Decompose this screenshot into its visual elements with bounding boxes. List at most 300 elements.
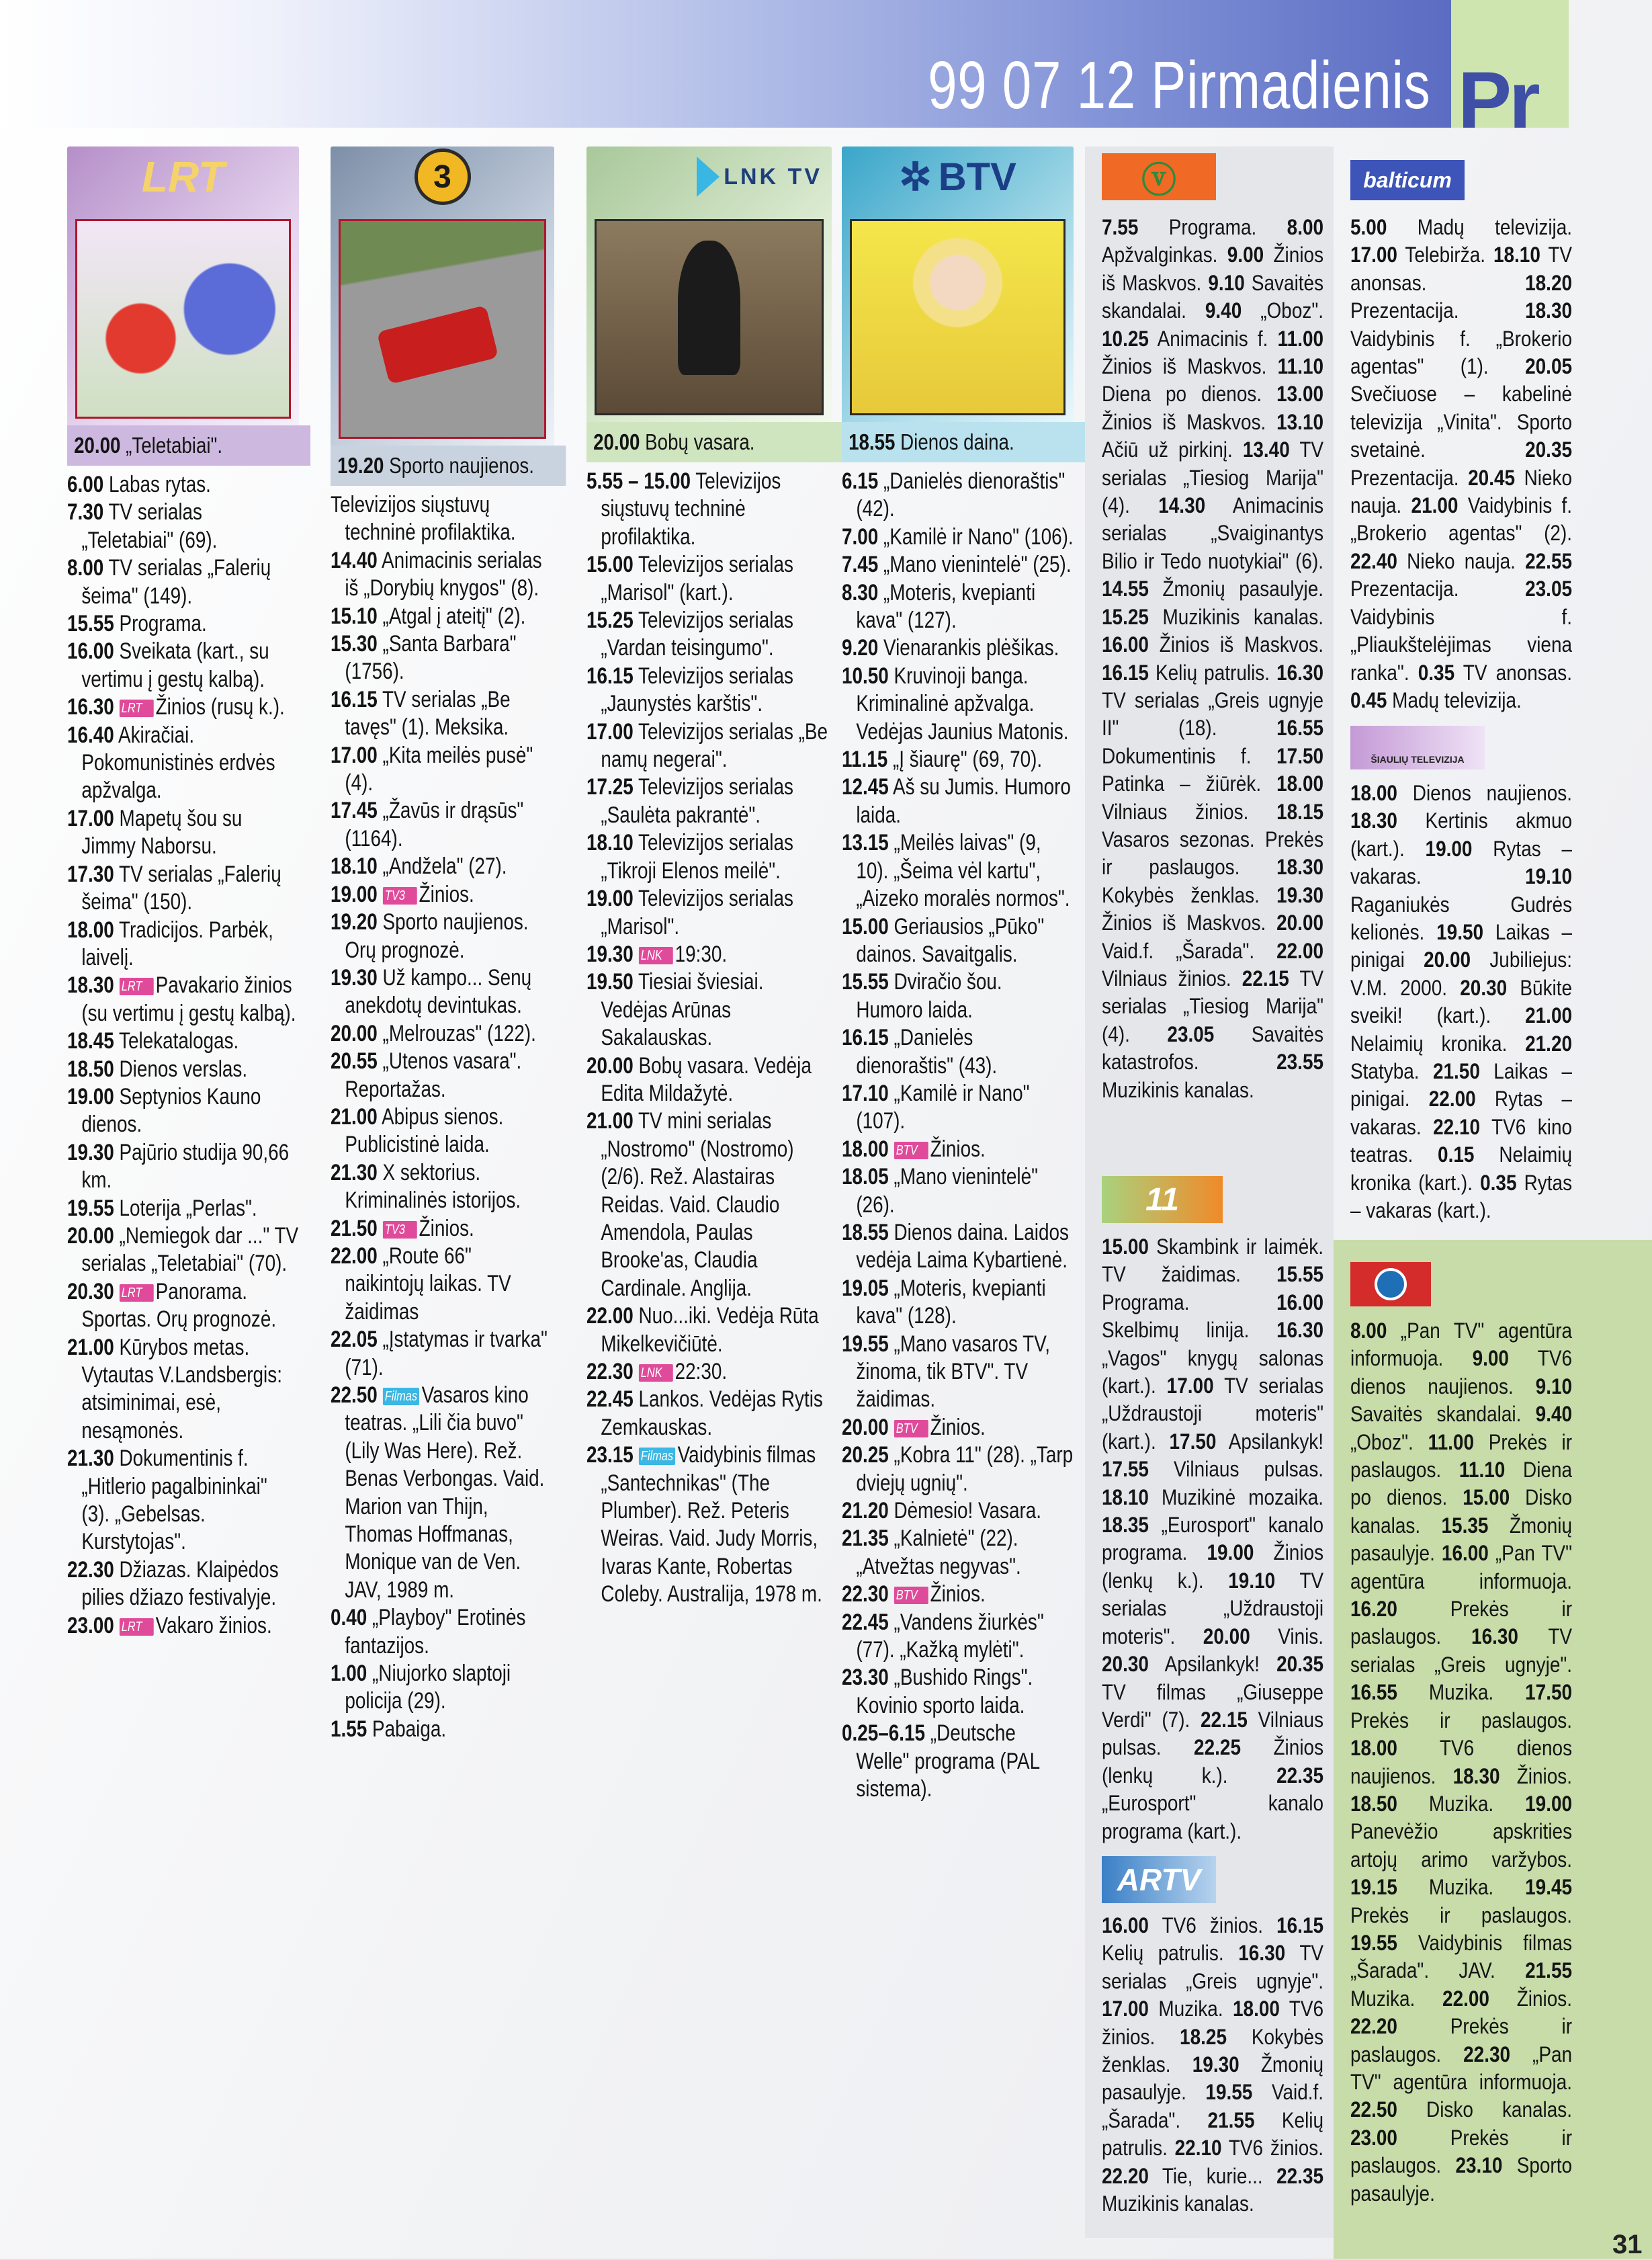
programme-title: Nelaimių kronika. [1350,1031,1508,1056]
news-badge-icon: LRT [120,700,154,717]
lnk-caption-time: 20.00 [593,429,640,454]
programme-title: Akiračiai. Pokomunistinės erdvės apžvalga. [81,722,275,804]
programme-time: 20.00 [1276,911,1324,935]
programme-title: Patinka – žiūrėk. [1102,771,1262,796]
lrt-logo: LRT [141,153,225,201]
programme-item [842,1525,1074,1581]
tv3-logo-text: 3 [415,149,471,205]
news-badge-icon: LRT [120,1618,154,1636]
programme-title: Savaitės skandalai. [1102,270,1324,323]
programme-title: Diena po dienos. [1102,382,1262,407]
programme-title: Programa. [119,611,207,637]
programme-title: Rytas – vakaras. [1350,1087,1573,1139]
programme-item [842,1497,1074,1525]
programme-title: Prekės ir paslaugos. [1350,1902,1573,1927]
news-badge-icon: TV3 [383,1221,417,1239]
page-number: 31 [1612,2230,1643,2259]
programme-item [331,853,554,880]
programme-time: 20.00 [842,1414,889,1440]
programme-title: „Eurosport" kanalo programa. [1102,1513,1324,1565]
programme-item [67,722,299,805]
programme-title: „Meilės laivas" (9, 10). „Šeima vėl kartu", „Aizeko moralės normos". [856,830,1070,912]
programme-time: 11.00 [1277,326,1324,351]
programme-time: 9.40 [1535,1402,1573,1427]
programme-time: 21.00 [331,1103,378,1130]
programme-time: 9.00 [1472,1346,1509,1371]
programme-time: 19.55 [1350,1930,1397,1955]
siauliu-tv-text [1350,780,1572,1225]
programme-title: Disko kanalas. [1426,2097,1573,2122]
programme-item [67,1056,299,1083]
lrt-listing [67,466,299,1640]
programme-item [67,1222,299,1278]
programme-item [586,773,832,829]
programme-time: 17.55 [1102,1457,1149,1482]
programme-title: Dienos verslas. [119,1056,248,1082]
programme-title: „Pan TV" agentūra informuoja. [1350,2042,1573,2094]
programme-item [331,1243,554,1326]
programme-time: 19.30 [1276,882,1324,907]
programme-title: Prekės ir paslaugos. [1350,1597,1573,1649]
programme-title: Muzikinis kanalas. [1162,604,1324,629]
programme-title: Pavakario žinios (su vertimu į gestų kalbą). [81,972,296,1026]
programme-title: „Pan TV" agentūra informuoja. [1350,1541,1573,1593]
date-title: 99 07 12 Pirmadienis [927,48,1430,123]
programme-title: „Playboy" Erotinės fantazijos. [345,1605,526,1659]
programme-item [842,1581,1074,1608]
programme-title: Statyba. [1350,1059,1420,1084]
programme-title: TV6 dienos naujienos. [1350,1736,1573,1788]
programme-time: 16.00 [1102,632,1149,657]
programme-title: Raganiukės Gudrės kelionės. [1350,892,1573,945]
programme-time: 22.40 [1350,548,1397,573]
programme-title: Nelaimių kronika (kart.). [1350,1142,1573,1195]
programme-item [67,1612,299,1640]
programme-time: 17.45 [331,798,378,824]
programme-title: Būkite sveiki! (kart.). [1350,975,1573,1028]
programme-time: 11.00 [1428,1429,1474,1454]
programme-time: 17.00 [1166,1374,1214,1398]
programme-title: Dviračio šou. Humoro laida. [856,969,1002,1023]
programme-item [67,861,299,917]
programme-title: Bobų vasara. Vedėja Edita Mildažytė. [601,1052,812,1106]
programme-title: „Kamilė ir Nano" (107). [856,1080,1030,1134]
programme-item [331,1604,554,1660]
programme-item [67,1139,299,1195]
tv11-block [1102,1233,1323,1845]
programme-item [842,1720,1074,1803]
programme-time: 22.50 [1350,2097,1397,2122]
programme-title: Animacinis f. [1157,326,1268,351]
programme-time: 21.30 [67,1446,114,1472]
programme-title: Jubiliejus: V.M. 2000. [1350,948,1573,1000]
programme-time: 18.20 [1525,270,1573,295]
presenter-photo [595,219,824,415]
programme-title: Apžvalginkas. [1102,243,1218,267]
programme-title: Mapetų šou su Jimmy Naborsu. [81,805,243,860]
programme-time: 19.30 [586,941,634,967]
programme-title: Kruvinoji banga. Kriminalinė apžvalga. Vedėjas Jaunius Matonis. [856,663,1069,745]
programme-item [586,968,832,1052]
programme-title: Žinios. [930,1136,986,1162]
news-badge-icon: LRT [120,978,154,995]
programme-title: Geriausios „Pūko" dainos. Savaitgalis. [856,913,1045,967]
programme-title: Vasaros kino teatras. „Lili čia buvo" (Lily Was Here). Rež. Benas Verbongas. Vaid. Marion van Thijn, Thomas Hoffmanas, Monique van de Ven. JAV, 1989 m. [345,1382,545,1603]
programme-title: „Niujorko slaptoji policija (29). [345,1661,511,1714]
programme-title: „Andžela" (27). [382,853,507,880]
artv-logo [1102,1856,1216,1903]
programme-time: 8.00 [1350,1319,1387,1343]
programme-title: Dėmesio! Vasara. [894,1498,1042,1524]
programme-title: Prezentacija. [1350,465,1459,490]
programme-item [331,1159,554,1215]
programme-time: 10.50 [842,663,889,689]
programme-item [842,524,1074,551]
programme-time: 19.30 [67,1139,114,1165]
channel-header-btv [842,147,1074,422]
programme-time: 22.00 [1442,1986,1489,2011]
programme-time: 15.25 [1102,604,1149,629]
programme-time: 11.10 [1459,1458,1506,1482]
programme-title: Muzika. [1428,1791,1494,1816]
programme-title: Žinios (lenkų k.). [1102,1735,1324,1788]
programme-item [331,491,554,547]
programme-time: 22.55 [1525,548,1573,573]
programme-title: TV anonsas. [1463,660,1573,685]
programme-item [586,1441,832,1608]
programme-title: Muzikinis kanalas. [1102,1077,1254,1102]
programme-time: 20.35 [1276,1652,1324,1677]
programme-title: „Mano vienintelė" (26). [856,1164,1038,1218]
programme-time: 22.50 [331,1382,378,1408]
btv-listing [842,462,1074,1804]
programme-item [842,1024,1074,1080]
programme-title: Savaitės skandalai. [1350,1402,1522,1427]
programme-title: TV serialas „Falerių šeima" (149). [81,555,271,609]
programme-title: Prekės ir paslaugos. [1350,2014,1573,2066]
programme-time: 18.00 [1350,1736,1397,1761]
btv-caption [842,422,1085,462]
programme-time: 12.45 [842,774,889,800]
programme-time: 13.10 [1276,409,1324,434]
programme-item [842,968,1074,1024]
programme-time: 15.00 [1102,1234,1149,1259]
channel-header-tv3 [331,147,554,446]
programme-title: Nuo...iki. Vedėja Rūta Mikelkevičiūtė. [601,1303,819,1357]
race-car-photo [339,219,546,439]
programme-title: Kertinis akmuo (kart.). [1350,808,1573,861]
programme-time: 19.10 [1525,864,1573,889]
programme-title: „Route 66" naikintojų laikas. TV žaidimas [345,1243,511,1325]
programme-time: 20.30 [67,1278,114,1304]
programme-item [842,1219,1074,1275]
programme-title: TV serialas „Tiesiog Marija" (4). [1102,437,1324,518]
programme-title: TV anonsas. [1350,243,1573,295]
programme-title: „Deutsche Welle" programa (PAL sistema). [856,1720,1040,1802]
programme-time: 22.20 [1102,2163,1149,2188]
programme-time: 16.15 [1276,1913,1324,1937]
programme-title: Televizijos serialas „Marisol". [601,886,793,939]
programme-time: 16.15 [1102,660,1149,685]
pan-tv-block [1350,1317,1572,2208]
programme-time: 13.40 [1242,437,1290,462]
programme-title: TV serialas „Uždraustoji moteris" (kart.). [1102,1374,1324,1454]
channel-column-lrt [67,147,299,1640]
programme-item [67,1083,299,1139]
programme-time: 15.00 [842,913,889,939]
programme-time: 21.55 [1207,2107,1255,2132]
programme-time: 18.00 [67,917,114,943]
programme-title: Muzikinė mozaika. [1161,1484,1324,1509]
programme-time: 20.00 [586,1052,634,1079]
programme-title: Vasaros sezonas. Prekės ir paslaugos. [1102,827,1324,880]
programme-time: 17.50 [1276,743,1324,768]
programme-item [67,554,299,610]
siauliu-tv-block [1350,780,1572,1225]
programme-time: 22.35 [1276,2163,1324,2188]
programme-time: 22.00 [1428,1087,1476,1112]
programme-time: 7.45 [842,552,879,578]
programme-time: 8.00 [67,555,104,581]
programme-title: Pabaiga. [372,1716,447,1742]
programme-title: Džiazas. Klaipėdos pilies džiazo festivalyje. [81,1556,279,1611]
balticum-text [1350,214,1572,714]
programme-title: Žinios. [1516,1763,1573,1788]
programme-title: Muzika. [1350,1986,1416,2011]
programme-title: „Vagos" knygų salonas (kart.). [1102,1345,1324,1398]
channel-header-lrt [67,147,299,425]
programme-item [586,1052,832,1108]
programme-time: 23.05 [1525,577,1573,601]
programme-time: 14.30 [1158,493,1206,518]
programme-time: 17.00 [586,718,634,745]
programme-time: 9.20 [842,635,879,661]
programme-time: 0.25–6.15 [842,1720,926,1747]
programme-title: Animacinis serialas iš „Dorybių knygos" (8). [345,547,542,601]
programme-title: „Utenos vasara". Reportažas. [345,1048,522,1102]
programme-time: 21.00 [586,1108,634,1134]
programme-time: 15.00 [1463,1485,1510,1510]
programme-title: X sektorius. Kriminalinės istorijos. [345,1159,521,1214]
programme-title: „Į šiaurę" (69, 70). [892,747,1043,773]
programme-time: 17.30 [67,861,114,887]
programme-time: 6.00 [67,472,104,497]
host-photo [850,219,1066,415]
programme-time: 16.30 [1276,660,1324,685]
programme-item [67,499,299,554]
programme-time: 21.55 [1525,1958,1573,1983]
programme-time: 22.45 [586,1386,634,1413]
programme-title: Kelių patrulis. [1102,1941,1224,1966]
programme-title: Nieko nauja. [1350,465,1573,518]
programme-time: 21.20 [842,1498,889,1524]
programme-time: 5.00 [1350,215,1387,239]
programme-time: 19.00 [331,881,378,907]
programme-time: 16.15 [331,686,378,712]
programme-time: 18.00 [1350,781,1397,805]
btv-logo-text: BTV [938,155,1016,199]
vilnius-tv-logo-mark: ⓥ [1141,161,1176,200]
programme-time: 17.00 [67,805,114,831]
programme-title: „Danielės dienoraštis" (43). [856,1025,998,1079]
programme-title: Rytas – vakaras (kart.). [1350,1170,1573,1223]
btv-logo [851,153,1064,200]
programme-time: 19.05 [842,1275,889,1301]
programme-title: Svečiuose – kabelinė televizija „Vinita". Sporto svetainė. [1350,382,1573,462]
programme-time: 19.45 [1525,1875,1573,1900]
programme-time: 20.05 [1525,354,1573,379]
programme-time: 23.00 [67,1612,114,1638]
programme-item [67,1278,299,1334]
programme-time: 19.55 [842,1331,889,1357]
programme-time: 16.30 [1471,1624,1518,1649]
programme-item [842,746,1074,773]
programme-title: „Danielės dienoraštis" (42). [856,468,1066,522]
programme-title: „Kobra 11" (28). „Tarp dviejų ugnių". [856,1442,1074,1496]
programme-title: TV serialas „Be tavęs" (1). Meksika. [345,686,511,741]
programme-title: „Atgal į ateitį" (2). [382,603,526,629]
programme-item [586,551,832,607]
programme-title: Skambink ir laimėk. TV žaidimas. [1102,1234,1324,1287]
lnk-logo [596,153,822,200]
programme-title: Žinios. [419,1215,474,1241]
programme-time: 0.45 [1350,687,1387,712]
programme-title: Vienarankis plėšikas. [883,635,1059,661]
programme-time: 20.25 [842,1442,889,1468]
programme-time: 19.30 [331,964,378,991]
programme-title: Vilniaus žinios. [1102,966,1231,991]
programme-item [67,1334,299,1446]
programme-time: 22.10 [1433,1114,1481,1139]
programme-item [67,694,299,721]
programme-title: „Oboz". [1260,298,1324,323]
programme-item [67,1445,299,1556]
programme-time: 16.30 [1238,1941,1286,1966]
programme-time: 17.25 [586,774,634,800]
programme-title: Labas rytas. [109,472,211,497]
programme-title: TV6 kino teatras. [1350,1114,1573,1167]
programme-title: TV mini serialas „Nostromo" (Nostromo) (2/6). Rež. Alastairas Reidas. Vaid. Claudio Amendola, Paulas Brooke'as, Claudia Cardinale. Anglija. [601,1108,794,1301]
programme-title: Dienos naujienos. [1412,781,1573,805]
programme-item [331,1020,554,1048]
programme-time: 15.55 [67,611,114,637]
programme-title: Vilniaus pulsas. [1102,1707,1324,1760]
programme-time: 21.20 [1525,1031,1573,1056]
programme-time: 13.00 [1276,382,1324,407]
programme-time: 18.25 [1180,2024,1227,2049]
programme-title: Ačiū už pirkinį. [1102,437,1233,462]
programme-time: 1.55 [331,1716,367,1742]
programme-time: 16.00 [67,638,114,665]
programme-time: 19.00 [586,886,634,912]
programme-item [67,917,299,972]
programme-time: 22.15 [1242,966,1289,991]
programme-time: 22.35 [1276,1763,1324,1788]
programme-title: „Mano vasaros TV, žinoma, tik BTV". TV žaidimas. [856,1331,1050,1413]
programme-title: Muzika. [1428,1680,1494,1705]
balticum-logo-text: balticum [1363,167,1452,192]
pan-tv-logo [1350,1262,1431,1306]
programme-title: Vaid.f. „Šarada". [1102,2080,1324,2132]
programme-time: 18.30 [1276,855,1324,880]
tv11-text [1102,1233,1323,1845]
programme-time: 23.30 [842,1665,889,1691]
presenter-silhouette [678,241,741,375]
programme-title: Abipus sienos. Publicistinė laida. [345,1103,504,1158]
programme-item [586,941,832,968]
pan-tv-text [1350,1317,1572,2208]
programme-time: 21.50 [1432,1059,1480,1084]
programme-time: 15.00 [586,552,634,578]
programme-time: 23.00 [1350,2125,1397,2150]
programme-title: „Melrouzas" (122). [382,1020,536,1046]
programme-title: Muzika. [1428,1875,1494,1900]
tv3-caption-text: Sporto naujienos. [389,453,534,478]
programme-title: Tie, kurie... [1162,2163,1263,2188]
programme-title: Vilniaus pulsas. [1174,1457,1324,1482]
news-badge-icon: TV3 [383,887,417,905]
programme-title: Tiesiai šviesiai. Vedėjas Arūnas Sakalauskas. [601,969,764,1051]
programme-title: TV filmas „Giuseppe Verdi" (7). [1102,1679,1324,1732]
programme-time: 9.10 [1208,270,1245,295]
programme-title: Žinios. [419,881,474,907]
programme-title: Prekės ir paslaugos. [1350,1708,1573,1732]
programme-time: 22.10 [1174,2136,1222,2161]
btv-snowflake-icon: ✲ [899,155,932,199]
programme-time: 21.00 [67,1334,114,1360]
programme-title: Prezentacija. [1350,577,1459,601]
news-badge-icon: BTV [894,1142,928,1159]
programme-time: 18.35 [1102,1513,1149,1538]
programme-time: 20.00 [1203,1624,1250,1648]
programme-time: 16.00 [1276,1290,1324,1314]
film-badge-icon: Filmas [639,1448,676,1465]
programme-title: Vaidybinis f. „Brokerio agentas" (2). [1350,493,1573,546]
programme-time: 22.00 [331,1243,378,1269]
programme-time: 19.30 [1192,2052,1240,2077]
programme-time: 19.00 [1525,1791,1573,1816]
programme-title: Aš su Jumis. Humoro laida. [856,774,1071,828]
channel-column-tv3 [331,147,554,1743]
programme-title: Kokybės ženklas. [1102,882,1260,907]
programme-time: 19.00 [1425,836,1473,861]
programme-time: 1.00 [331,1661,367,1687]
programme-title: Nieko nauja. [1407,548,1516,573]
programme-item [842,1331,1074,1414]
programme-title: Prezentacija. [1350,298,1459,323]
programme-time: 8.00 [1287,215,1324,239]
programme-title: TV6 dienos naujienos. [1350,1346,1573,1398]
programme-time: 21.00 [1525,1003,1573,1028]
programme-item [842,913,1074,969]
programme-item [67,471,299,499]
programme-title: Apsilankyk! [1164,1652,1260,1677]
news-badge-icon: LRT [120,1284,154,1302]
programme-time: 19.50 [1436,920,1484,945]
programme-title: TV serialas „Tiesiog Marija" (4). [1102,966,1324,1046]
artv-text [1102,1912,1323,2218]
programme-item [842,1609,1074,1665]
vilnius-tv-logo [1102,153,1216,200]
programme-time: 7.30 [67,499,104,526]
programme-item [586,829,832,885]
programme-title: Diena po dienos. [1350,1458,1573,1510]
programme-title: „Kamilė ir Nano" (106). [883,524,1074,550]
programme-title: TV serialas „Uždraustoji moteris". [1102,1568,1324,1648]
programme-item [67,1556,299,1612]
programme-item [842,551,1074,579]
programme-title: Televizijos siųstuvų techninė profilaktika. [601,468,781,550]
